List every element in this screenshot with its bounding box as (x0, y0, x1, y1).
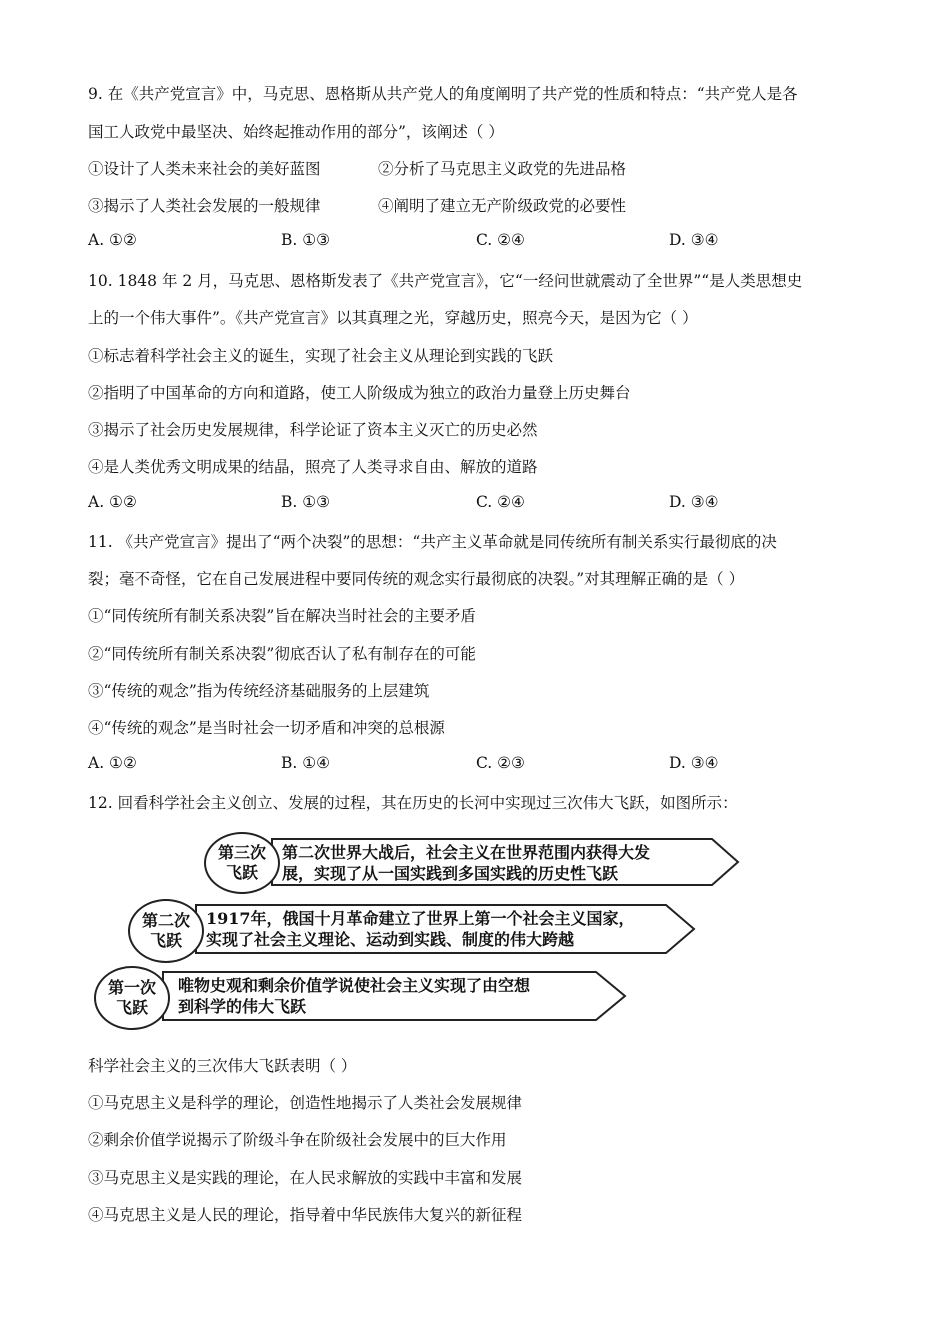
q11-stem-line1: 11. 《共产党宣言》提出了“两个决裂”的思想：“共产主义革命就是同传统所有制关系实行最彻底的决 (88, 533, 777, 551)
q11-item-4: ④“传统的观念”是当时社会一切矛盾和冲突的总根源 (88, 719, 445, 737)
q12-item-2: ②剩余价值学说揭示了阶级斗争在阶级社会发展中的巨大作用 (88, 1131, 507, 1149)
leap3-text-line2: 展，实现了从一国实践到多国实践的历史性飞跃 (282, 864, 619, 883)
leap1-text-line1: 唯物史观和剩余价值学说使社会主义实现了由空想 (178, 976, 531, 995)
q11-option-a[interactable]: A. ①② (88, 754, 137, 772)
q11-item-1: ①“同传统所有制关系决裂”旨在解决当时社会的主要矛盾 (88, 607, 476, 625)
q12-item-3: ③马克思主义是实践的理论，在人民求解放的实践中丰富和发展 (88, 1169, 523, 1187)
q10-item-1: ①标志着科学社会主义的诞生，实现了社会主义从理论到实践的飞跃 (88, 347, 554, 365)
q10-option-a[interactable]: A. ①② (88, 493, 137, 511)
q9-stem-line2: 国工人政党中最坚决、始终起推动作用的部分”，该阐述（ ） (88, 123, 504, 141)
q9-item-3: ③揭示了人类社会发展的一般规律 (88, 197, 321, 215)
leap3-text (282, 842, 650, 884)
leap2-text-line1: 1917年，俄国十月革命建立了世界上第一个社会主义国家， (206, 909, 635, 928)
q11-stem-line2: 裂；毫不奇怪，它在自己发展进程中要同传统的观念实行最彻底的决裂。”对其理解正确的是（ ） (88, 570, 745, 588)
q10-item-3: ③揭示了社会历史发展规律，科学论证了资本主义灭亡的历史必然 (88, 421, 538, 439)
q9-item-2: ②分析了马克思主义政党的先进品格 (378, 160, 627, 178)
leap1-label (94, 966, 170, 1030)
q11-item-2: ②“同传统所有制关系决裂”彻底否认了私有制存在的可能 (88, 645, 476, 663)
q9-option-c[interactable]: C. ②④ (476, 231, 525, 249)
leap2-text (206, 908, 635, 950)
leap1-text (178, 975, 530, 1017)
leap2-label-line2: 飞跃 (149, 931, 182, 950)
q9-option-b[interactable]: B. ①③ (281, 231, 331, 249)
q11-option-d[interactable]: D. ③④ (669, 754, 719, 772)
q11-option-c[interactable]: C. ②③ (476, 754, 525, 772)
q11-item-3: ③“传统的观念”指为传统经济基础服务的上层建筑 (88, 682, 430, 700)
leap2-label-line1: 第二次 (141, 911, 190, 930)
leap2-text-line2: 实现了社会主义理论、运动到实践、制度的伟大跨越 (206, 930, 575, 949)
leap3-label (204, 832, 280, 894)
q10-stem-line1: 10. 1848 年 2 月，马克思、恩格斯发表了《共产党宣言》，它“一经问世就震动了全世界”“是人类思想史 (88, 272, 803, 290)
leap3-label-line2: 飞跃 (225, 863, 258, 882)
leap1-label-line1: 第一次 (107, 978, 156, 997)
q12-item-1: ①马克思主义是科学的理论，创造性地揭示了人类社会发展规律 (88, 1094, 523, 1112)
q9-item-1: ①设计了人类未来社会的美好蓝图 (88, 160, 321, 178)
q10-item-2: ②指明了中国革命的方向和道路，使工人阶级成为独立的政治力量登上历史舞台 (88, 384, 631, 402)
leap2-label (128, 899, 204, 963)
q10-stem-line2: 上的一个伟大事件”。《共产党宣言》以其真理之光，穿越历史，照亮今天，是因为它（ ） (88, 309, 698, 327)
leap3-text-line1: 第二次世界大战后，社会主义在世界范围内获得大发 (282, 843, 651, 862)
q9-option-a[interactable]: A. ①② (88, 231, 137, 249)
leap1-label-line2: 飞跃 (115, 998, 148, 1017)
q12-item-4: ④马克思主义是人民的理论，指导着中华民族伟大复兴的新征程 (88, 1206, 523, 1224)
q12-stem: 12. 回看科学社会主义创立、发展的过程，其在历史的长河中实现过三次伟大飞跃，如图所示： (88, 794, 738, 812)
q9-item-4: ④阐明了建立无产阶级政党的必要性 (378, 197, 627, 215)
q10-option-b[interactable]: B. ①③ (281, 493, 331, 511)
leap3-label-line1: 第三次 (217, 843, 266, 862)
q9-option-d[interactable]: D. ③④ (669, 231, 719, 249)
q10-item-4: ④是人类优秀文明成果的结晶，照亮了人类寻求自由、解放的道路 (88, 458, 538, 476)
q10-option-c[interactable]: C. ②④ (476, 493, 525, 511)
q9-stem-line1: 9. 在《共产党宣言》中，马克思、恩格斯从共产党人的角度阐明了共产党的性质和特点：“共产党人是各 (88, 85, 798, 103)
q11-option-b[interactable]: B. ①④ (281, 754, 331, 772)
q12-question: 科学社会主义的三次伟大飞跃表明（ ） (88, 1057, 357, 1075)
q10-option-d[interactable]: D. ③④ (669, 493, 719, 511)
leap1-text-line2: 到科学的伟大飞跃 (178, 997, 307, 1016)
